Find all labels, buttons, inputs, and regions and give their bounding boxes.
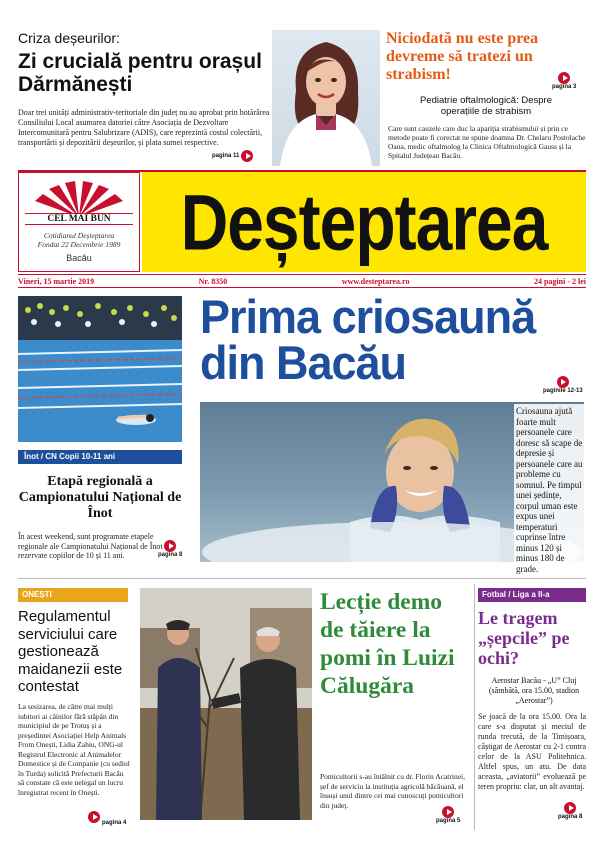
onesti-headline[interactable]: Regulamentul serviciului care gestionează maidanezii este contestat bbox=[18, 608, 123, 695]
page-ref: pagina 8 bbox=[558, 814, 583, 820]
pruning-headline[interactable]: Lecție demo de tăiere la pomi în Luizi Călugăra bbox=[320, 589, 455, 699]
founded-line1: Cotidianul Deșteptarea bbox=[43, 231, 115, 240]
pruning-body: Pomicultorii s-au întâlnit cu dr. Florin Acatrinei, șef de serviciu la instituția agricolă băcăuană, el însuși unul dintre cei mai cunoscuți pomicultori din județ. bbox=[320, 772, 465, 810]
story-body: Doar trei unități administrativ-teritoriale din județ nu au aprobat prin hotărârea Consiliului Local asumarea datoriei către Asociația de Dezvoltare Intercomunitară pentru Salubrizare (ADIS), care reprezintă costul colectării, transportării și depozitării deșeurilor, și plata sumei respective. bbox=[18, 108, 270, 147]
page-ref: pagina 5 bbox=[436, 818, 461, 824]
website-link[interactable]: www.desteptarea.ro bbox=[341, 276, 410, 286]
sauna-headline-line2: din Bacău bbox=[200, 335, 407, 390]
play-icon bbox=[557, 376, 569, 388]
badge: CEL MAI BUN bbox=[25, 213, 133, 225]
founded-line2: Fondat 22 Decembrie 1989 bbox=[37, 240, 121, 249]
masthead-logo-block bbox=[18, 172, 140, 272]
play-icon bbox=[164, 540, 176, 552]
page-ref: pagina 3 bbox=[552, 84, 577, 90]
page-link[interactable] bbox=[212, 150, 253, 162]
divider bbox=[18, 578, 586, 579]
play-icon bbox=[564, 802, 576, 814]
story-subhead: Pediatrie oftalmologică: Despre operațiile de strabism bbox=[419, 95, 552, 117]
story-headline[interactable]: Zi crucială pentru orașul Dărmănești bbox=[18, 50, 262, 96]
page-link[interactable] bbox=[543, 376, 583, 394]
football-label[interactable]: Fotbal / Liga a II-a bbox=[478, 588, 586, 602]
pages-price: 24 pagini - 2 lei bbox=[533, 276, 586, 286]
issue-date: Vineri, 15 martie 2019 bbox=[18, 276, 95, 286]
onesti-label[interactable]: ONEȘTI bbox=[18, 588, 128, 602]
football-headline[interactable]: Le tragem „șepcile” pe ochi? bbox=[478, 608, 570, 668]
swim-headline[interactable]: Etapă regională a Campionatului Național de Înot bbox=[18, 474, 182, 521]
play-icon bbox=[558, 72, 570, 84]
page-link[interactable] bbox=[558, 802, 582, 820]
pruning-photo bbox=[140, 588, 312, 820]
play-icon bbox=[88, 811, 100, 823]
city: Bacău bbox=[66, 253, 92, 263]
swimming-photo bbox=[18, 296, 182, 442]
swim-body: În acest weekend, sunt programate etapele regionale ale Campionatului Național de Înot rezervate copiilor de 10 și 11 ani. bbox=[18, 532, 163, 560]
dateline-bar bbox=[18, 274, 586, 288]
page-ref: paginile 12-13 bbox=[543, 388, 583, 394]
top-left-story[interactable] bbox=[18, 30, 270, 166]
sauna-body: Criosauna ajută foarte mult persoanele care doresc să scape de depresie și persoanele care au probleme cu somnul. Pe timpul unei ședințe, corpul uman este expus unei temperaturi cuprinse între minus 120 și minus 180 de grade. bbox=[514, 404, 588, 576]
play-icon bbox=[442, 806, 454, 818]
page-ref: pagina 8 bbox=[158, 552, 183, 558]
page-ref: pagina 4 bbox=[102, 820, 127, 826]
onesti-body: La sesizarea, de către mai mulți iubitori ai câinilor fără stăpân din municipiul de pe Trotuș și a președintei Asociației Help Animals From Onești, Lidia Zahiu, ONG-ul Registrul Electronic al Animalelor Domestice și de Companie (cu sediul în Turda) solicită Prefecturii Bacău să constate că este nelegal un lucru înregistrat recent în Onești. bbox=[18, 702, 130, 797]
page-link[interactable] bbox=[88, 808, 126, 826]
page-link[interactable] bbox=[158, 540, 182, 558]
story-body: Care sunt cauzele care duc la apariția strabismului și prin ce metode poate fi corectat ne spune doamna Dr. Chelaru Postolache Oana, medic oftalmolog la Clinica Oftalmologică Gauss și la Spitalul Județean Bacău. bbox=[388, 124, 586, 160]
football-body: Se joacă de la ora 15.00. Ora la care s-a disputat și meciul de runda trecută, de la Timișoara, câștigat de Aerostar cu 2-1 contra celor de la ASU Politehnica. Altfel spus, un atu. De data aceasta, „aviatorii” evoluează pe teren propriu: clar, un alt avantaj. bbox=[478, 712, 586, 791]
sauna-headline-line1: Prima criosaună bbox=[200, 289, 536, 344]
issue-number: Nr. 8350 bbox=[198, 276, 228, 286]
masthead-title-block[interactable] bbox=[142, 172, 586, 272]
sauna-headline[interactable] bbox=[200, 289, 590, 390]
page-ref: pagina 11 bbox=[212, 153, 240, 159]
doctor-photo bbox=[272, 30, 380, 166]
page-link[interactable] bbox=[552, 72, 576, 90]
newspaper-title[interactable]: Deșteptarea bbox=[180, 177, 548, 267]
story-kicker: Criza deșeurilor: bbox=[18, 30, 120, 46]
page-link[interactable] bbox=[436, 806, 460, 824]
football-fixture: Aerostar Bacău - „U” Cluj (sâmbătă, ora 15.00, stadion „Aerostar”) bbox=[488, 676, 580, 705]
swim-label[interactable]: Înot / CN Copii 10-11 ani bbox=[18, 450, 182, 464]
story-headline[interactable]: Niciodată nu este prea devreme să tratezi un strabism! bbox=[386, 30, 539, 83]
play-icon bbox=[241, 150, 253, 162]
